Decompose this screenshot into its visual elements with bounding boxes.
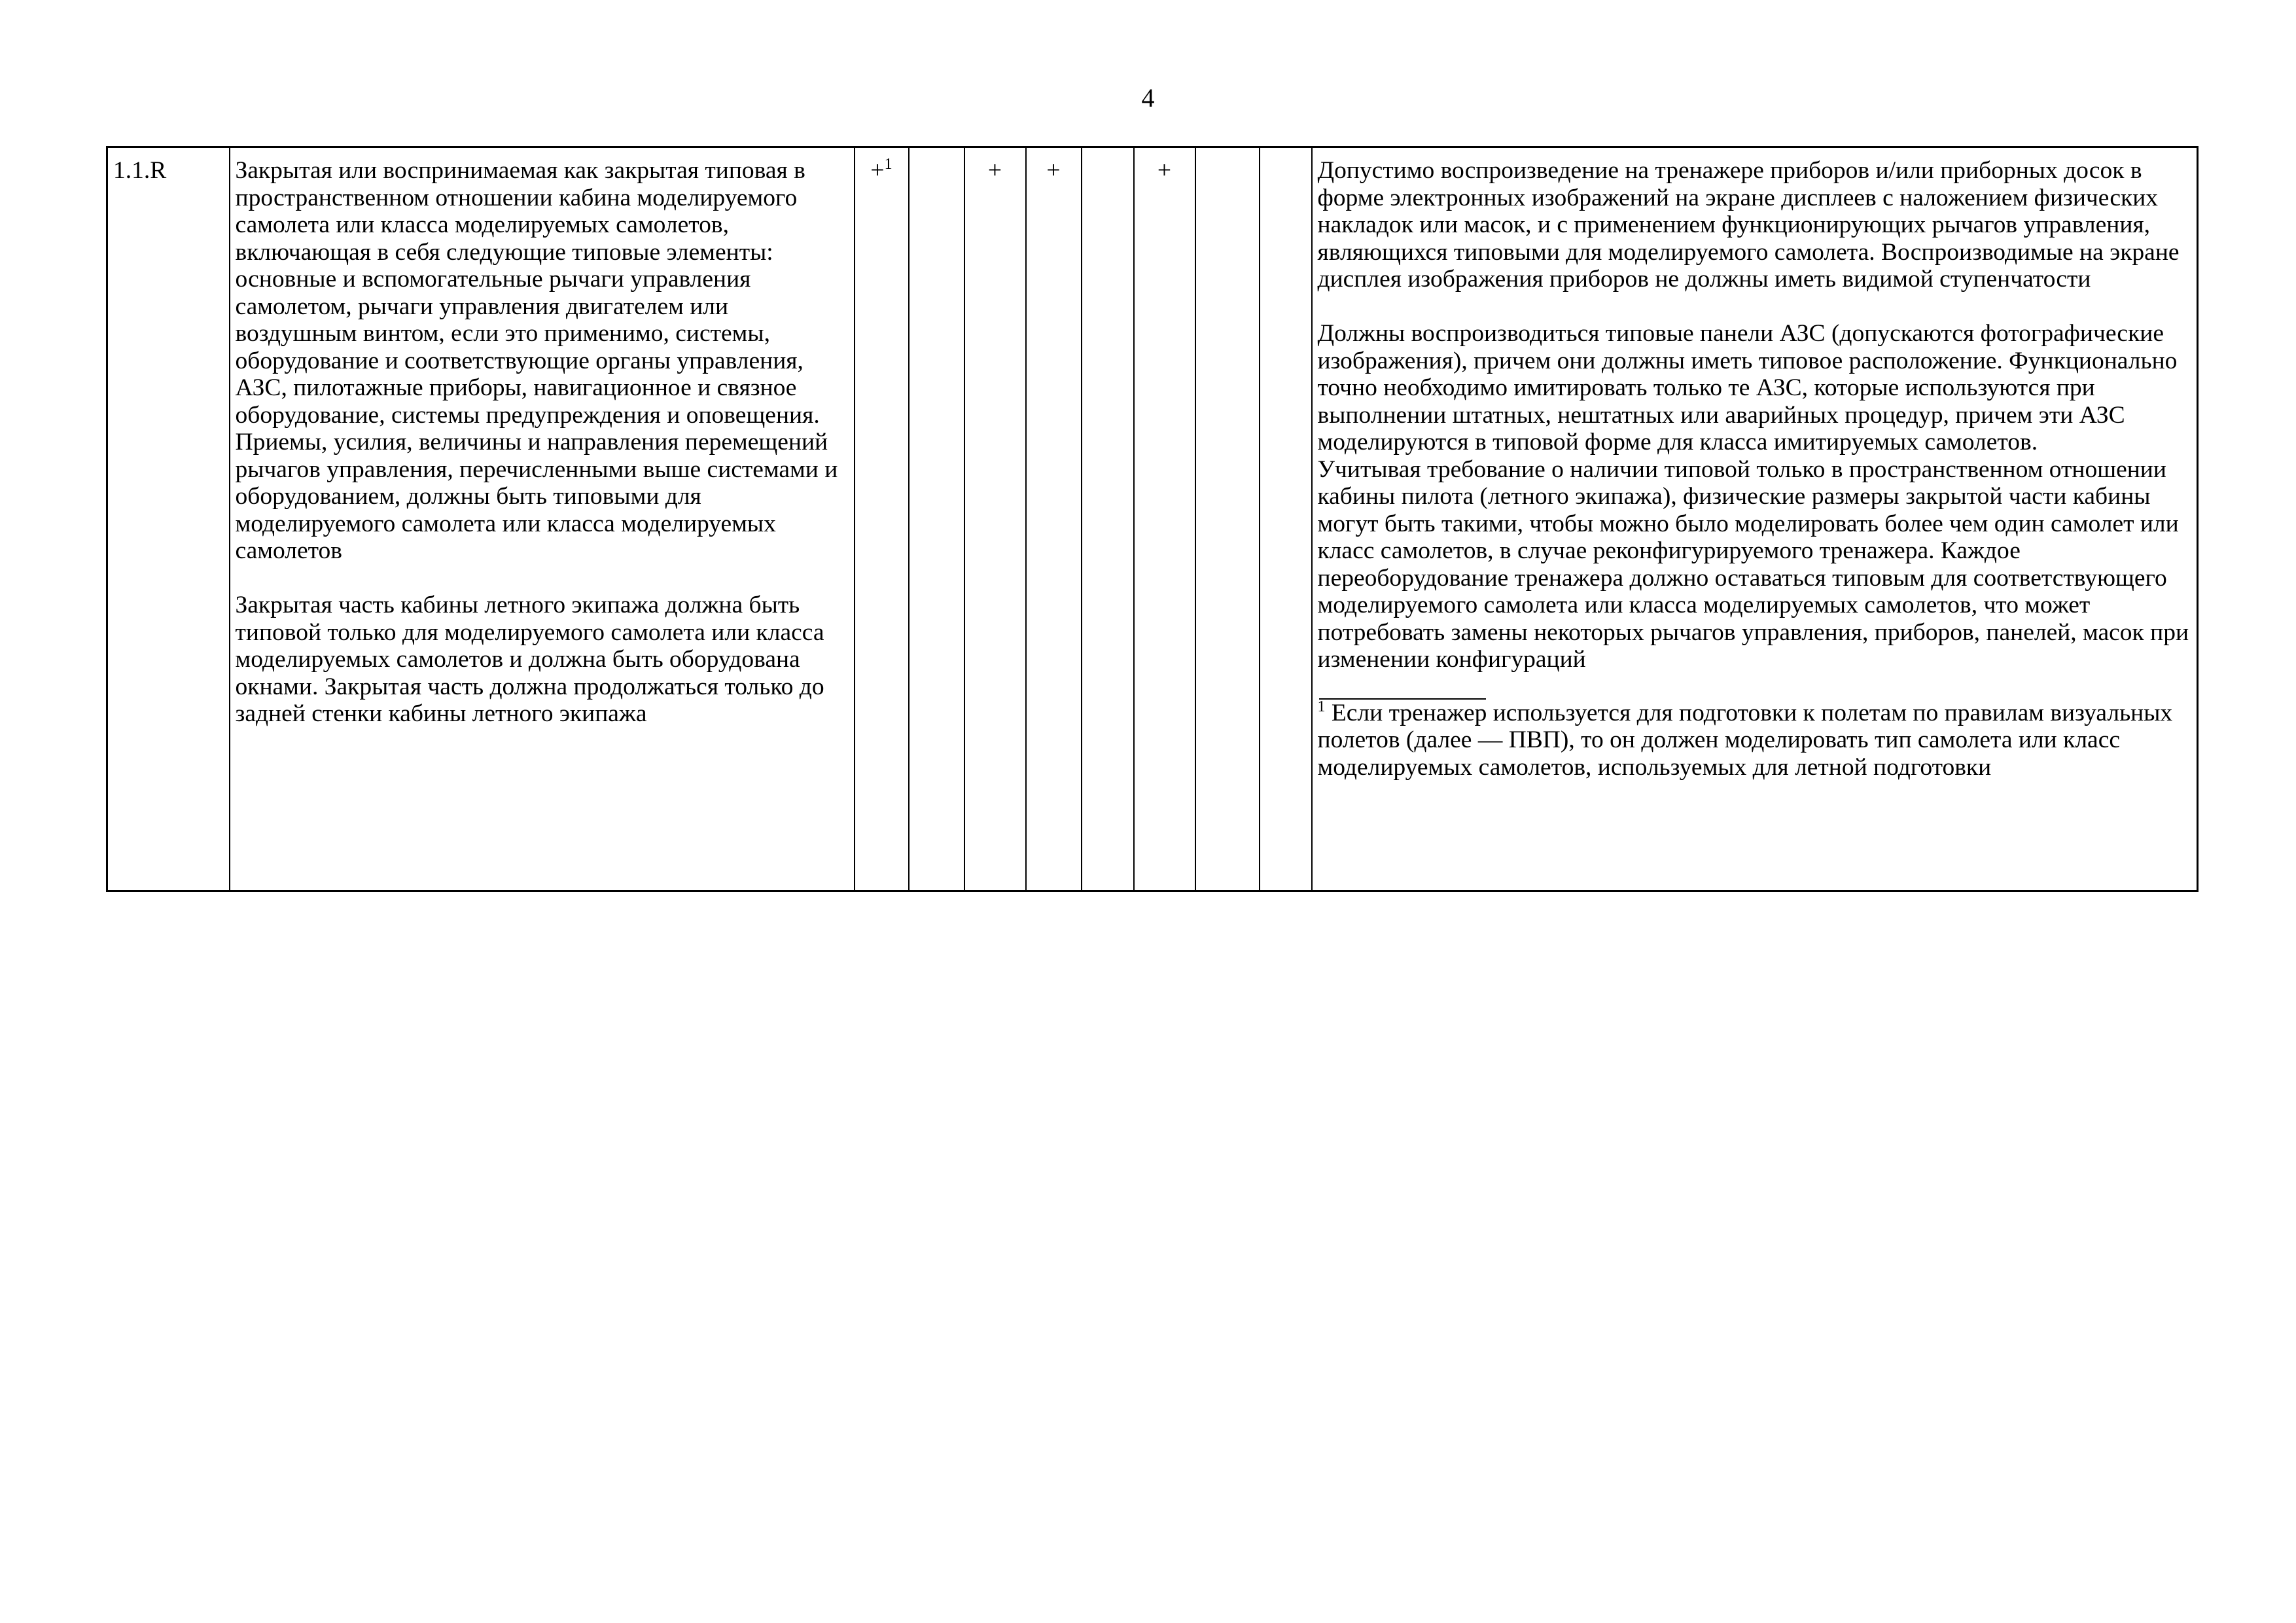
table-row (107, 147, 2198, 891)
footnote (1318, 698, 2192, 781)
notes-paragraph: Учитывая требование о наличии типовой только в пространственном отношении кабины пилота (летного экипажа), физические размеры закрытой части кабины могут быть такими, чтобы можно было моделировать более чем один самолет или класс самолетов, в случае реконфигурируемого тренажера. Каждое переоборудование тренажера должно оставаться типовым для соответствующего моделируемого самолета или класса моделируемых самолетов, что может потребовать замены некоторых рычагов управления, приборов, панелей, масок при изменении конфигураций (1317, 455, 2189, 673)
applicability-mark-cell (1195, 147, 1260, 891)
footnote-reference: 1 (884, 156, 892, 173)
requirement-notes-cell (1312, 147, 2198, 891)
applicability-mark: + (1046, 157, 1061, 184)
requirement-id: 1.1.R (113, 157, 167, 184)
applicability-mark-cell (1082, 147, 1134, 891)
requirement-description-cell (230, 147, 855, 891)
applicability-mark-cell (1134, 147, 1195, 891)
applicability-mark-cell (855, 147, 909, 891)
requirement-id-cell (107, 147, 230, 891)
notes-paragraph: Должны воспроизводиться типовые панели АЗС (допускаются фотографические изображения), причем они должны иметь типовое расположение. Функционально точно необходимо имитировать только те АЗС, которые используются при выполнении штатных, нештатных или аварийных процедур, причем эти АЗС моделируются в типовой форме для класса имитируемых самолетов. (1317, 320, 2178, 455)
footnote-text: Если тренажер используется для подготовки к полетам по правилам визуальных полетов (далее — ПВП), то он должен моделировать тип самолета или класс моделируемых самолетов, используемых для летной подготовки (1317, 699, 2173, 781)
description-paragraph: Закрытая часть кабины летного экипажа должна быть типовой только для моделируемого самолета или класса моделируемых самолетов и должна быть оборудована окнами. Закрытая часть должна продолжаться только до задней стенки кабины летного экипажа (235, 592, 824, 727)
applicability-mark: + (870, 157, 885, 184)
applicability-mark-cell (1026, 147, 1082, 891)
applicability-mark-cell (909, 147, 964, 891)
description-paragraph: Закрытая или воспринимаемая как закрытая типовая в пространственном отношении кабина моделируемого самолета или класса моделируемых самолетов, включающая в себя следующие типовые элементы: основные и вспомогательные рычаги управления самолетом, рычаги управления двигателем или воздушным винтом, если это применимо, системы, оборудование и соответствующие органы управления, АЗС, пилотажные приборы, навигационное и связное оборудование, системы предупреждения и оповещения. Приемы, усилия, величины и направления перемещений рычагов управления, перечисленными выше системами и оборудованием, должны быть типовыми для моделируемого самолета или класса моделируемых самолетов (235, 157, 838, 564)
applicability-mark-cell (1260, 147, 1312, 891)
applicability-mark-cell (964, 147, 1026, 891)
footnote-marker: 1 (1317, 698, 1326, 715)
applicability-mark: + (987, 157, 1002, 184)
applicability-mark: + (1157, 157, 1172, 184)
footnote-text-line (1318, 700, 2192, 781)
page-number: 4 (1141, 83, 1155, 113)
requirements-table (106, 146, 2199, 892)
notes-paragraph: Допустимо воспроизведение на тренажере приборов и/или приборных досок в форме электронных изображений на экране дисплеев с наложением физических накладок или масок, и с применением функционирующих рычагов управления, являющихся типовыми для моделируемого самолета. Воспроизводимые на экране дисплея изображения приборов не должны иметь видимой ступенчатости (1317, 157, 2180, 293)
